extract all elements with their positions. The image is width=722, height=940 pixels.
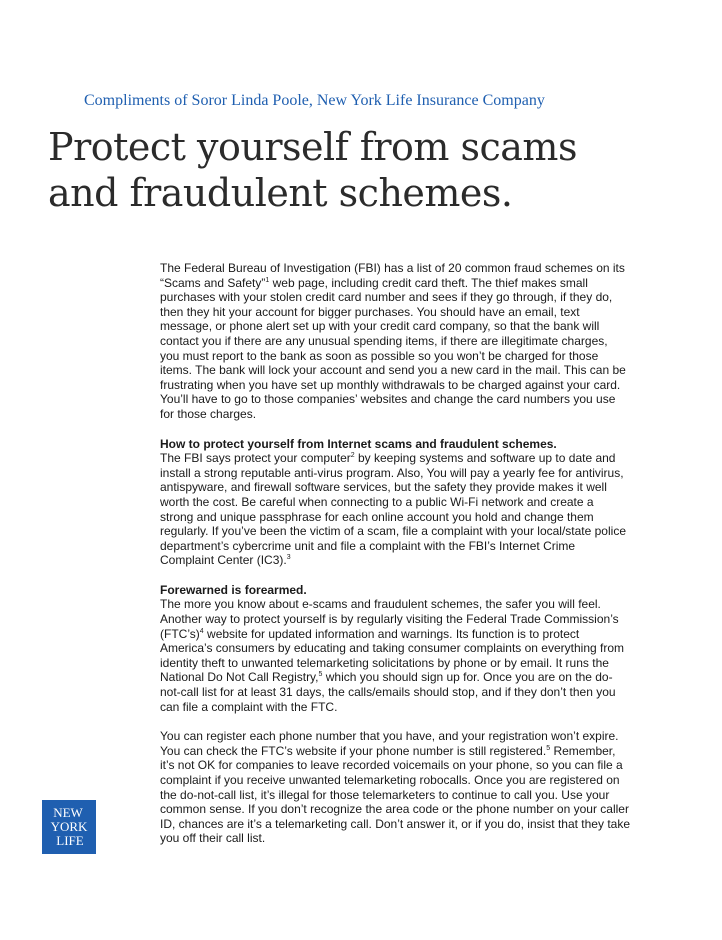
page-title [48, 124, 577, 216]
title-line-2: and fraudulent schemes. [48, 171, 513, 215]
footnote-4: 4 [199, 627, 204, 635]
forewarned-paragraph [160, 597, 630, 714]
logo-line-2: YORK [50, 819, 88, 834]
register-text-b: Remember, it’s not OK for companies to leave recorded voicemails on your phone, so you can file a complaint if you receive unwanted telemarketing robocalls. Once you are registered on the do-not-call list, it’s illegal for those telemarketers to continue to call you. Use your common sense. If you don’t recognize the area code or the phone number on your caller ID, chances are it’s a telemarketing call. Don’t answer it, or if you do, insist that they take you off their call list. [160, 743, 630, 846]
footnote-5b: 5 [546, 744, 551, 752]
footnote-3: 3 [286, 554, 291, 562]
forewarned-text-a: The more you know about e-scams and fraudulent schemes, the safer you will feel. Another way to protect yourself is by regularly visiting the Federal Trade Commission’s (FTC’s) [160, 597, 619, 641]
register-paragraph [160, 729, 630, 846]
new-york-life-logo [42, 800, 96, 854]
article-body [160, 261, 630, 861]
intro-paragraph [160, 261, 630, 422]
intro-text-a: The Federal Bureau of Investigation (FBI) has a list of 20 common fraud schemes on its “Scams and Safety” [160, 261, 625, 290]
forewarned-text-c: which you should sign up for. Once you are on the do-not-call list for at least 31 days, the calls/emails should stop, and if they don’t then you can file a complaint with the FTC. [160, 670, 616, 714]
footnote-2: 2 [350, 452, 355, 460]
footnote-1: 1 [265, 276, 270, 284]
intro-text-b: web page, including credit card theft. The thief makes small purchases with your stolen credit card number and sees if they go through, if they do, then they hit your account for bigger purchases. You should have an email, text message, or phone alert set up with your credit card company, so that the bank will contact you if there are any unusual spending items, if there are illegitimate charges, you must report to the bank as soon as possible so you won’t be charged for those items. The bank will lock your account and send you a new card in the mail. This can be frustrating when you have set up monthly withdrawals to be charged against your card. You’ll have to go to those companies’ websites and change the card numbers you use for those charges. [160, 275, 626, 421]
internet-section-heading: How to protect yourself from Internet scams and fraudulent schemes. [160, 436, 557, 451]
forewarned-text-b: website for updated information and warnings. Its function is to protect America’s consumers by educating and taking consumer complaints on everything from identity theft to unwanted telemarketing solicitations by phone or by email. It runs the National Do Not Call Registry, [160, 626, 625, 685]
internet-text-a: The FBI says protect your computer [160, 451, 351, 466]
internet-paragraph [160, 451, 630, 568]
logo-graphic [42, 800, 96, 854]
forewarned-section-heading: Forewarned is forearmed. [160, 582, 307, 597]
footnote-5: 5 [318, 671, 323, 679]
internet-text-b: by keeping systems and software up to date and install a strong reputable anti-virus program. Also, You will pay a yearly fee for antivirus, antispyware, and firewall software services, but the safety they provide makes it well worth the cost. Be careful when connecting to a public Wi-Fi network and create a strong and unique passphrase for each online account you hold and change them regularly. If you’ve been the victim of a scam, file a complaint with your local/state police department’s cybercrime unit and file a complaint with the FBI’s Internet Crime Complaint Center (IC3). [160, 451, 626, 568]
register-text-a: You can register each phone number that you have, and your registration won’t expire. You can check the FTC’s website if your phone number is still registered. [160, 729, 619, 758]
logo-line-3: LIFE [56, 833, 84, 848]
compliments-line: Compliments of Soror Linda Poole, New York Life Insurance Company [84, 92, 545, 109]
logo-line-1: NEW [53, 805, 83, 820]
title-line-1: Protect yourself from scams [48, 125, 577, 169]
